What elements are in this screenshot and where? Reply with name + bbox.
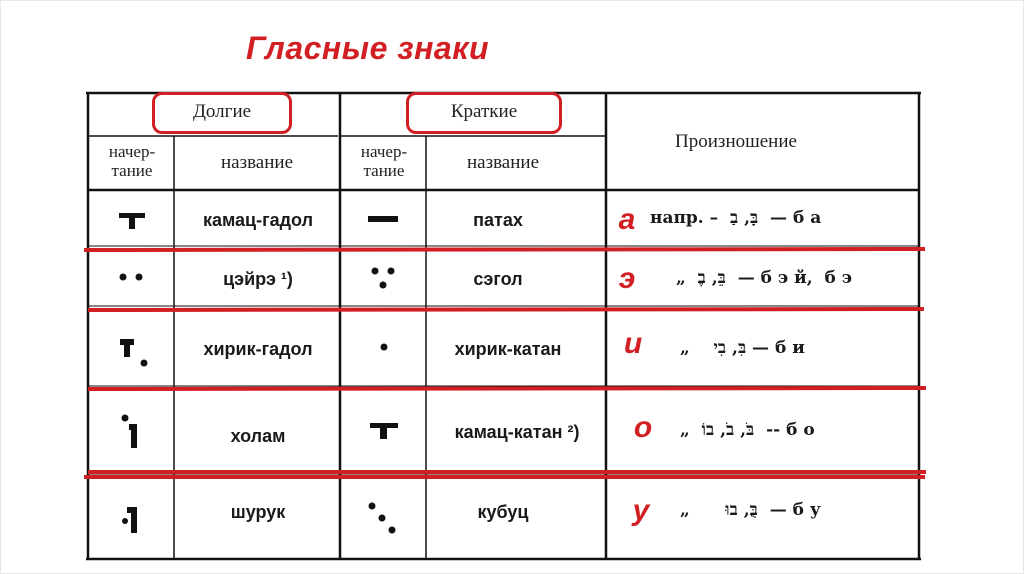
vowel-a: а xyxy=(618,203,636,236)
pronunciation-4: „ בֹּ, בֹ, בוֹ -- б о xyxy=(680,420,815,440)
red-row-separator xyxy=(88,388,926,389)
header-writing-line1: начер- xyxy=(108,142,156,161)
long-sign-shuruk xyxy=(90,480,174,558)
header-writing-line1: начер- xyxy=(360,142,408,161)
vowel-u: у xyxy=(632,494,650,527)
hirik-gadol-sign-icon xyxy=(112,327,152,371)
header-writing-line2: тание xyxy=(111,161,153,180)
patah-sign-icon xyxy=(364,210,404,230)
kamac-katan-sign-icon xyxy=(367,417,401,447)
short-name-2: сэгол xyxy=(473,268,523,289)
pronunciation-1: напр. – בָּ, בַ — б а xyxy=(650,208,822,228)
cere-sign-icon xyxy=(114,269,150,289)
short-name-5: кубуц xyxy=(477,501,529,522)
short-sign-segol xyxy=(342,252,426,306)
header-writing-line2: тание xyxy=(363,161,405,180)
long-sign-cere xyxy=(90,252,174,306)
header-name-short: название xyxy=(466,152,540,173)
header-pronunciation: Произношение xyxy=(675,131,797,152)
short-sign-kubuc xyxy=(342,480,426,558)
short-name-4: камац-катан ²) xyxy=(454,421,580,442)
long-sign-kamac-gadol xyxy=(90,196,174,244)
long-name-2: цэйрэ ¹) xyxy=(223,268,293,289)
header-writing-short xyxy=(342,142,426,180)
segol-sign-icon xyxy=(366,261,402,297)
kubuc-sign-icon xyxy=(364,496,404,542)
kamac-sign-icon xyxy=(117,205,147,235)
vowel-e: э xyxy=(618,262,636,295)
pronunciation-2: „ בֵּ, בֶ — б э й, б э xyxy=(676,268,853,288)
long-name-5: шурук xyxy=(230,501,286,522)
short-sign-patah xyxy=(342,196,426,244)
pronunciation-3: „ בִּ, בִי — б и xyxy=(680,338,805,358)
short-name-1: патах xyxy=(473,209,523,230)
short-name-3: хирик-катан xyxy=(454,338,562,359)
hirik-katan-sign-icon xyxy=(374,339,394,359)
long-name-4: холам xyxy=(230,425,286,446)
holam-sign-icon xyxy=(117,410,147,454)
long-name-1: камац-гадол xyxy=(202,209,314,230)
header-name-long: название xyxy=(220,152,294,173)
vowel-o: о xyxy=(633,411,653,444)
long-name-3: хирик-гадол xyxy=(203,338,313,359)
slide-title: Гласные знаки xyxy=(246,30,489,66)
red-row-separator xyxy=(88,309,924,310)
long-sign-holam xyxy=(90,392,174,472)
vowel-i: и xyxy=(623,327,643,360)
red-row-separator xyxy=(84,249,925,250)
pronunciation-5: „ בֻּ, בוּ — б у xyxy=(680,500,821,520)
long-sign-hirik-gadol xyxy=(90,312,174,386)
header-short: Краткие xyxy=(450,101,518,122)
short-sign-hirik-katan xyxy=(342,312,426,386)
shuruk-sign-icon xyxy=(117,499,147,539)
short-sign-kamac-katan xyxy=(342,392,426,472)
header-writing-long xyxy=(90,142,174,180)
header-long: Долгие xyxy=(192,101,252,122)
